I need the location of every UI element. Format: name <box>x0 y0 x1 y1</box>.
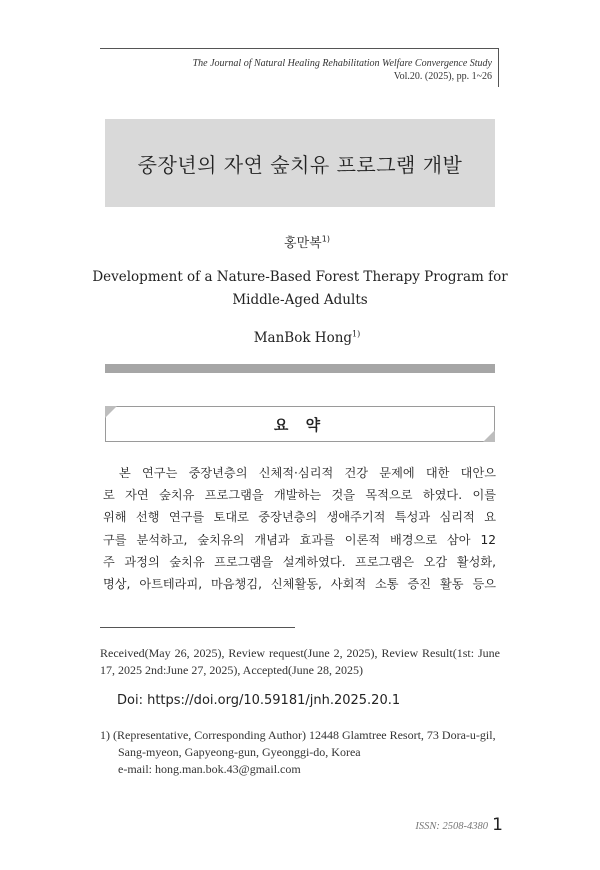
english-author-footnote-mark: 1) <box>352 329 361 339</box>
korean-title: 중장년의 자연 숲치유 프로그램 개발 <box>137 152 463 177</box>
author-email: e-mail: hong.man.bok.43@gmail.com <box>118 762 301 776</box>
english-author-name: ManBok Hong <box>253 330 353 346</box>
issn: ISSN: 2508-4380 <box>415 821 488 832</box>
affiliation-line-1: 1) (Representative, Corresponding Author) 12448 Glamtree Resort, 73 Dora-u-gil, <box>100 728 496 742</box>
corner-decoration-top-left <box>105 406 117 418</box>
korean-author-name: 홍만복 <box>284 236 322 251</box>
english-author <box>0 330 600 346</box>
english-title <box>0 266 600 312</box>
volume-info: Vol.20. (2025), pp. 1~26 <box>393 71 492 82</box>
abstract-line: 위해 선행 연구를 토대로 중장년층의 생애주기적 특성과 심리적 요 <box>103 510 496 525</box>
journal-title: The Journal of Natural Healing Rehabilitation Welfare Convergence Study <box>192 58 492 69</box>
received-dates: Received(May 26, 2025), Review request(June 2, 2025), Review Result(1st: June 17, 2025 2nd:June 27, 2025), Accepted(June 28, 2025) <box>100 646 500 677</box>
english-title-line-2: Middle-Aged Adults <box>232 292 368 308</box>
korean-author <box>0 232 600 251</box>
abstract-body <box>103 462 496 595</box>
journal-header <box>100 48 499 87</box>
doi-link[interactable]: Doi: https://doi.org/10.59181/jnh.2025.20.1 <box>117 693 401 708</box>
english-title-line-1: Development of a Nature-Based Forest Therapy Program for <box>92 269 508 285</box>
author-affiliation <box>100 727 505 778</box>
abstract-line: 구를 분석하고, 숲치유의 개념과 효과를 이론적 배경으로 삼아 12 <box>103 532 496 547</box>
page-number: 1 <box>492 815 503 835</box>
footnote-rule <box>100 627 295 628</box>
affiliation-line-2: Sang-myeon, Gapyeong-gun, Gyeonggi-do, Korea <box>118 745 361 759</box>
abstract-line: 명상, 아트테라피, 마음챙김, 신체활동, 사회적 소통 증진 활동 등으 <box>103 577 496 592</box>
abstract-heading-box <box>105 406 495 442</box>
abstract-line: 로 자연 숲치유 프로그램을 개발하는 것을 목적으로 하였다. 이를 <box>103 488 496 503</box>
korean-author-footnote-mark: 1) <box>321 234 330 244</box>
abstract-line: 주 과정의 숲치유 프로그램을 설계하였다. 프로그램은 오감 활성화, <box>103 554 496 569</box>
corner-decoration-bottom-right <box>483 430 495 442</box>
abstract-line: 본 연구는 중장년층의 신체적·심리적 건강 문제에 대한 대안으 <box>119 466 496 480</box>
title-box <box>105 119 495 207</box>
abstract-heading: 요 약 <box>273 415 327 434</box>
section-divider-bar <box>105 364 495 373</box>
